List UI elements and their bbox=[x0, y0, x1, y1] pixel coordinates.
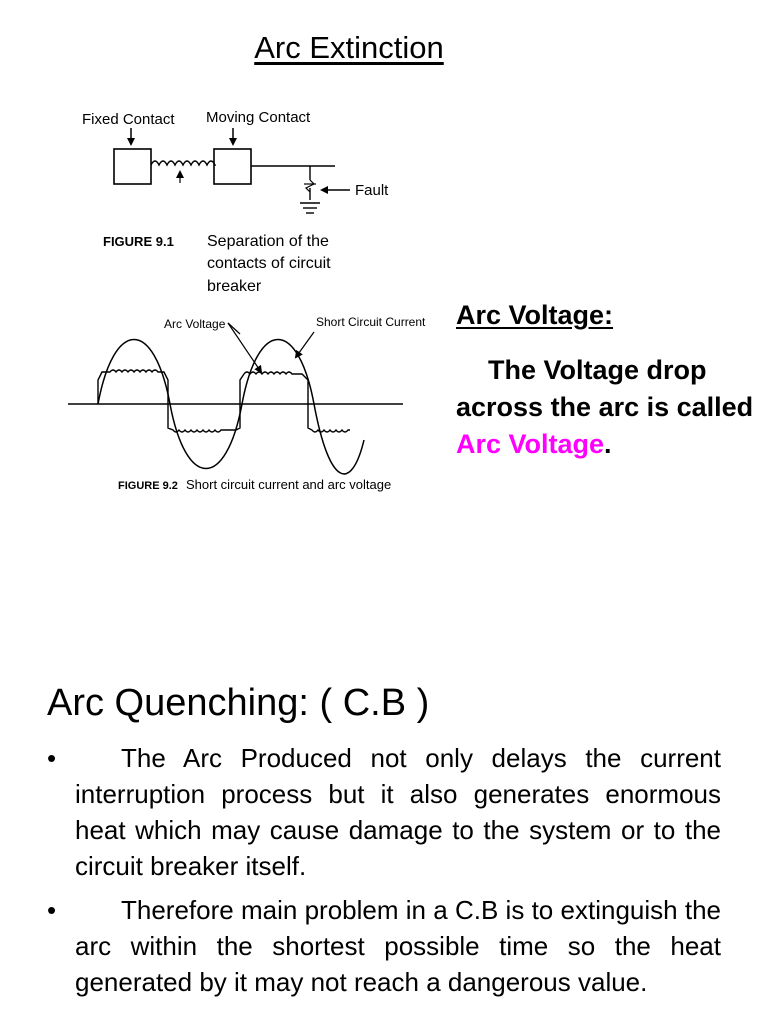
definition-period: . bbox=[604, 429, 612, 459]
short-circuit-current-label: Short Circuit Current bbox=[316, 315, 426, 329]
figure-9-1-caption-line-3: breaker bbox=[207, 278, 262, 295]
figure-9-1-caption-line-2: contacts of circuit bbox=[207, 255, 331, 272]
bullet-marker: • bbox=[47, 895, 57, 925]
arc-voltage-definition bbox=[456, 352, 756, 463]
arc-voltage-label: Arc Voltage bbox=[164, 317, 226, 331]
short-circuit-pointer bbox=[296, 332, 314, 357]
bullet-text: Therefore main problem in a C.B is to extinguish the arc within the shortest possible time so the heat generated by it may not reach a dangerous value. bbox=[75, 895, 721, 997]
arc-quenching-list bbox=[47, 740, 721, 1008]
fixed-contact-box bbox=[114, 149, 151, 184]
moving-contact-label: Moving Contact bbox=[206, 109, 311, 126]
figure-9-2-label: FIGURE 9.2 bbox=[118, 480, 178, 492]
definition-lead: The Voltage drop across the arc is called bbox=[456, 355, 754, 422]
figure-9-2 bbox=[68, 315, 426, 492]
fault-label: Fault bbox=[355, 182, 389, 199]
figure-9-1 bbox=[82, 109, 389, 295]
list-item bbox=[47, 740, 721, 884]
arc-quenching-heading: Arc Quenching: ( C.B ) bbox=[47, 682, 430, 724]
moving-contact-box bbox=[214, 149, 251, 184]
figure-9-2-caption: Short circuit current and arc voltage bbox=[186, 477, 392, 492]
arc-voltage-heading: Arc Voltage: bbox=[456, 300, 614, 330]
fixed-contact-label: Fixed Contact bbox=[82, 111, 175, 128]
bullet-marker: • bbox=[47, 743, 57, 773]
page-title: Arc Extinction bbox=[254, 30, 444, 65]
arc-voltage-pointer-1 bbox=[228, 323, 261, 372]
figure-9-1-label: FIGURE 9.1 bbox=[103, 234, 174, 249]
arc-voltage-term: Arc Voltage bbox=[456, 429, 605, 459]
arc-voltage-wave bbox=[98, 370, 350, 432]
bullet-text: The Arc Produced not only delays the current interruption process but it also generates enormous heat which may cause damage to the system or to the circuit breaker itself. bbox=[75, 743, 721, 881]
list-item bbox=[47, 892, 721, 1000]
arc-between-contacts bbox=[151, 161, 215, 165]
short-circuit-current-wave bbox=[98, 340, 364, 474]
figure-9-1-caption-line-1: Separation of the bbox=[207, 233, 329, 250]
